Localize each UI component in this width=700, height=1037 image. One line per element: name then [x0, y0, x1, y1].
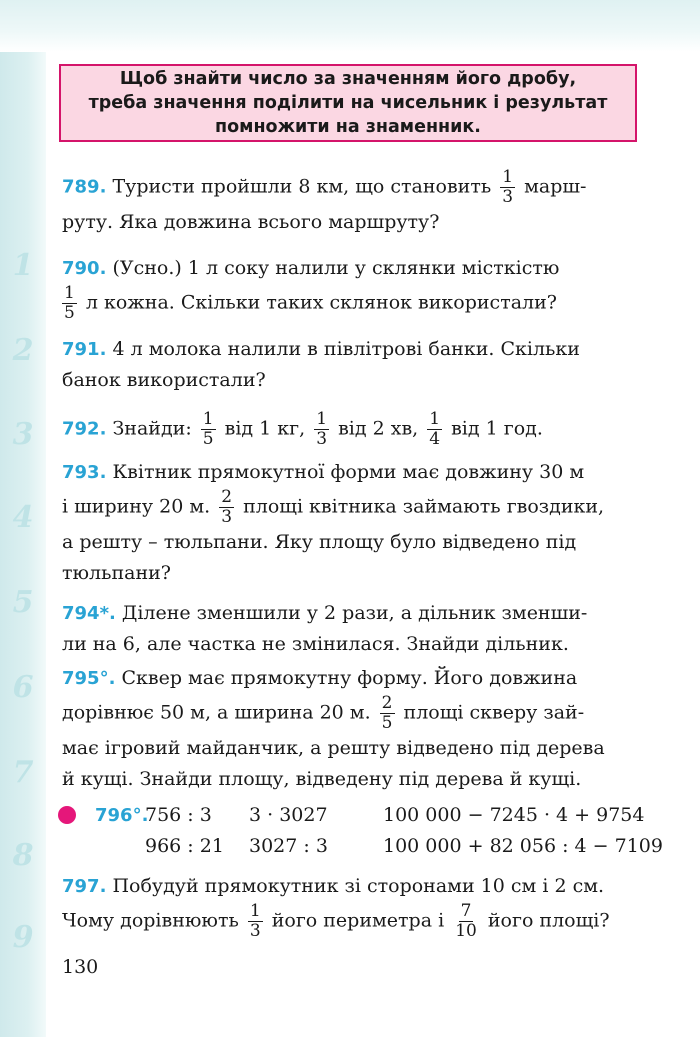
- side-digit: 7: [12, 755, 34, 790]
- side-digit: 5: [12, 585, 34, 620]
- side-digit: 9: [12, 920, 34, 955]
- task-number: 793.: [62, 462, 107, 483]
- task-text: а решту – тюльпани. Яку площу було відведено під: [62, 531, 577, 553]
- task-number: 790.: [62, 258, 107, 279]
- task-text: марш-: [524, 175, 587, 198]
- side-digit: 6: [12, 670, 34, 705]
- rule-line: Щоб знайти число за значенням його дробу,: [119, 69, 577, 89]
- task-text: його площі?: [487, 909, 610, 932]
- task-790: [62, 253, 644, 323]
- expression: 966 : 21: [145, 835, 224, 857]
- task-text: площі квітника займають гвоздики,: [243, 495, 605, 518]
- task-text: тюльпани?: [62, 562, 171, 584]
- task-text: його периметра і: [271, 909, 445, 932]
- task-795: [62, 663, 644, 795]
- task-text: й кущі. Знайди площу, відведену під дерева й кущі.: [62, 768, 582, 790]
- task-text: Ділене зменшили у 2 рази, а дільник зменши-: [121, 602, 588, 624]
- task-792: [62, 410, 644, 449]
- task-text: 4 л молока налили в півлітрові банки. Скільки: [112, 338, 580, 360]
- task-text: Чому дорівнюють: [62, 909, 239, 932]
- rule-line: помножити на знаменник.: [215, 117, 481, 137]
- task-text: руту. Яка довжина всього маршруту?: [62, 211, 440, 233]
- task-number: 797.: [62, 876, 107, 897]
- fraction: $\frac{1}{4}$: [429, 409, 441, 449]
- task-number: 789.: [62, 176, 107, 198]
- task-text: площі скверу зай-: [403, 701, 585, 724]
- task-number: 791.: [62, 339, 107, 360]
- side-digit: 1: [12, 248, 34, 283]
- task-text: від 1 год.: [451, 417, 543, 440]
- expression: 3 · 3027: [249, 804, 328, 826]
- rule-box: [59, 64, 637, 142]
- fraction: $\frac{2}{5}$: [381, 693, 393, 733]
- task-text: Побудуй прямокутник зі сторонами 10 см і 2 см.: [112, 875, 605, 897]
- expression: 3027 : 3: [249, 835, 328, 857]
- side-decoration-strip: [0, 52, 46, 1037]
- task-791: [62, 334, 644, 396]
- side-digit: 2: [12, 333, 34, 368]
- expression: 756 : 3: [145, 804, 212, 826]
- expression: 100 000 + 82 056 : 4 − 7109: [383, 835, 663, 857]
- task-text: дорівнює 50 м, а ширина 20 м.: [62, 701, 371, 724]
- task-number: 795°.: [62, 668, 116, 689]
- task-796: [95, 800, 663, 862]
- fraction: $\frac{1}{3}$: [316, 409, 328, 449]
- task-text: ли на 6, але частка не змінилася. Знайди дільник.: [62, 633, 569, 655]
- side-digit: 3: [12, 417, 34, 452]
- task-number: 794*.: [62, 603, 116, 624]
- task-text: (Усно.) 1 л соку налили у склянки місткістю: [112, 257, 560, 279]
- difficulty-dot-icon: [58, 806, 76, 824]
- task-text: Квітник прямокутної форми має довжину 30 м: [112, 461, 585, 483]
- task-text: банок використали?: [62, 369, 266, 391]
- fraction: $\frac{1}{5}$: [202, 409, 214, 449]
- task-text: Знайди:: [112, 417, 192, 440]
- task-number: 796°.: [95, 805, 149, 826]
- side-digit: 4: [12, 500, 34, 535]
- fraction: $\frac{2}{3}$: [221, 487, 233, 527]
- fraction: $\frac{7}{10}$: [455, 901, 477, 941]
- fraction: $\frac{1}{5}$: [64, 283, 75, 323]
- task-number: 792.: [62, 418, 107, 440]
- expression: 100 000 − 7245 · 4 + 9754: [383, 804, 645, 826]
- task-text: від 2 хв,: [338, 417, 419, 440]
- fraction: $\frac{1}{3}$: [249, 901, 261, 941]
- task-text: має ігровий майданчик, а решту відведено під дерева: [62, 737, 605, 759]
- task-794: [62, 598, 644, 660]
- page-header-band: [0, 0, 700, 52]
- task-797: [62, 871, 644, 941]
- side-digit: 8: [12, 838, 34, 873]
- task-text: від 1 кг,: [224, 417, 306, 440]
- task-793: [62, 457, 644, 589]
- task-text: Туристи пройшли 8 км, що становить: [112, 175, 492, 198]
- page-number: 130: [62, 956, 99, 978]
- fraction: $\frac{1}{3}$: [502, 167, 514, 207]
- task-text: л кожна. Скільки таких склянок використали?: [85, 291, 557, 314]
- rule-line: треба значення поділити на чисельник і результат: [88, 93, 608, 113]
- task-text: і ширину 20 м.: [62, 495, 211, 518]
- task-789: [62, 168, 644, 238]
- task-text: Сквер має прямокутну форму. Його довжина: [121, 667, 578, 689]
